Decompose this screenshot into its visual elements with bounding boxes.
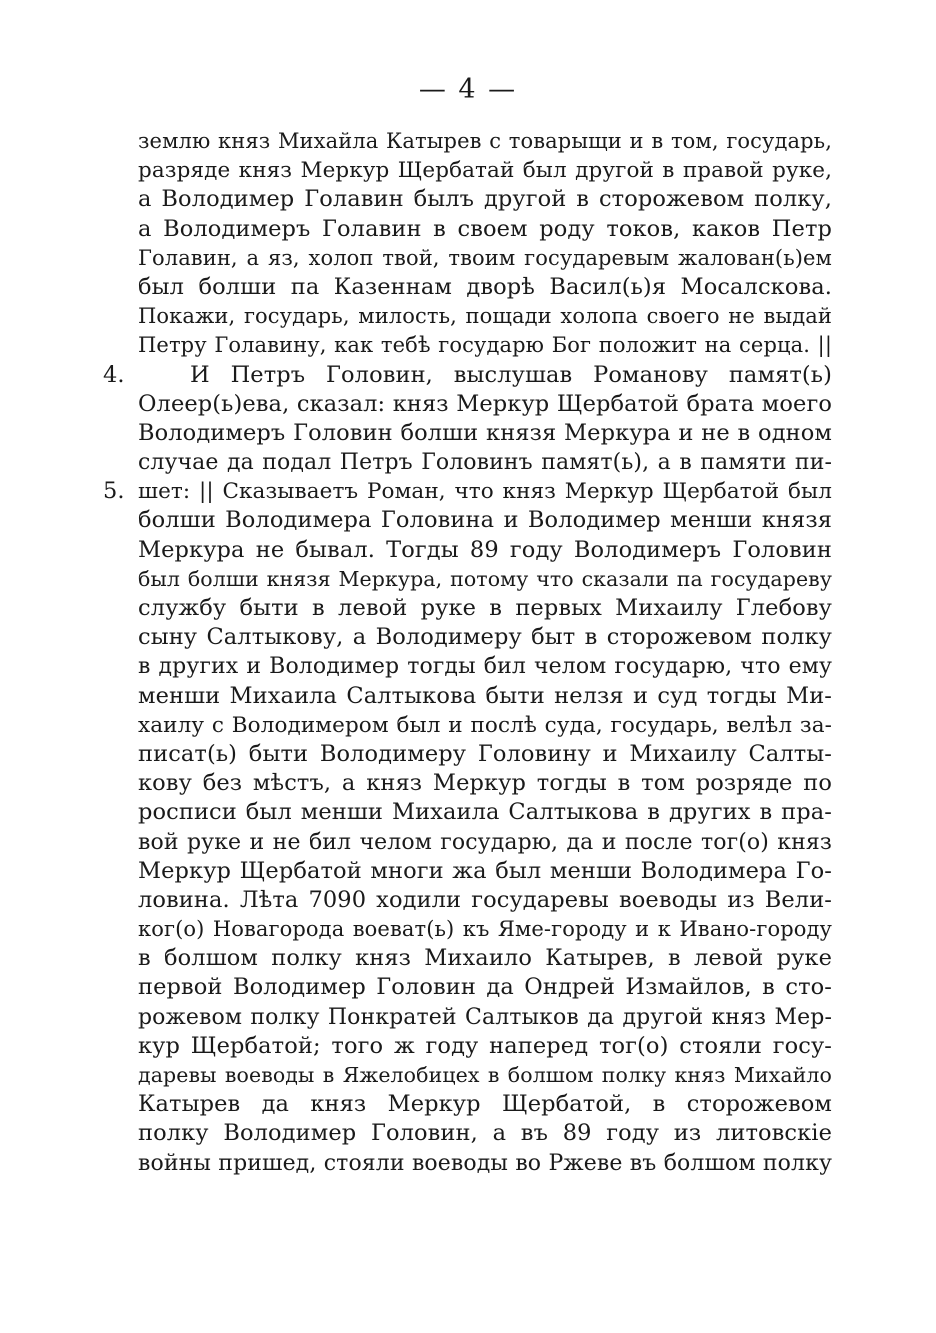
text-line: а Володимер Голавин былъ другой в сторожевом полку, xyxy=(138,186,832,213)
text-line: полку Володимер Головин, а въ 89 году из литовскіе xyxy=(138,1120,832,1147)
text-line: писат(ь) быти Володимеру Головину и Михаилу Салты- xyxy=(138,740,832,767)
text-line: разряде княз Меркур Щербатай был другой в правой руке, xyxy=(138,158,832,184)
text-line: Володимеръ Головин болши князя Меркура и не в одном xyxy=(138,419,832,446)
text-line: И Петръ Головин, выслушав Романову памят(ь) xyxy=(190,361,832,388)
text-line: менши Михаила Салтыкова быти нелзя и суд тогды Ми- xyxy=(138,682,832,709)
text-line: вой руке и не бил челом государю, да и после тог(о) княз xyxy=(138,829,832,855)
text-line: Меркур Щербатой многи жа был менши Володимера Го- xyxy=(138,857,832,884)
paragraph-number-4: 4. xyxy=(103,361,125,388)
text-line: кову без мѣстъ, а княз Меркур тогды в том розряде по xyxy=(138,770,832,797)
paragraph-number-5: 5. xyxy=(103,478,125,505)
text-line: войны пришед, стояли воеводы во Ржеве въ болшом полку xyxy=(138,1150,832,1176)
text-line: Олеер(ь)ева, сказал: княз Меркур Щербатой брата моего xyxy=(138,390,832,417)
text-line: шет: || Сказываетъ Роман, что княз Меркур Щербатой был xyxy=(138,479,832,505)
text-line: землю княз Михайла Катырев с товарыщи и в том, государь, xyxy=(138,129,832,153)
text-line: росписи был менши Михаила Салтыкова в других в пра- xyxy=(138,799,832,826)
text-line: Катырев да княз Меркур Щербатой, в сторожевом xyxy=(138,1091,832,1118)
text-line: в болшом полку княз Михаило Катырев, в левой руке xyxy=(138,945,832,972)
text-line: в других и Володимер тогды бил челом государю, что ему xyxy=(138,654,832,680)
text-line: Покажи, государь, милость, пощади холопа своего не выдай xyxy=(138,304,832,329)
text-line: сыну Салтыкову, а Володимеру быт в сторожевом полку xyxy=(138,624,832,651)
text-line: болши Володимера Головина и Володимер менши князя xyxy=(138,507,832,534)
text-line: случае да подал Петръ Головинъ памят(ь), а в памяти пи- xyxy=(138,450,832,476)
text-line: Меркура не бывал. Тогды 89 году Володимеръ Головин xyxy=(138,536,832,563)
text-line: а Володимеръ Голавин в своем роду токов, каков Петр xyxy=(138,215,832,242)
text-line: первой Володимер Головин да Ондрей Измайлов, в сто- xyxy=(138,974,832,1001)
text-line: кур Щербатой; того ж году наперед тог(о) стояли госу- xyxy=(138,1032,832,1059)
text-line: рожевом полку Понкратей Салтыков да другой княз Мер- xyxy=(138,1004,832,1030)
page-number: — 4 — xyxy=(418,74,518,105)
text-line: ког(о) Новагорода воеват(ь) къ Яме-городу и к Иванo-городу xyxy=(138,917,832,942)
text-line: Петру Голавину, как тебѣ государю Бог положит на серца. || xyxy=(138,333,832,358)
text-line: был болши па Казеннам дворѣ Васил(ь)я Мосалскова. xyxy=(138,273,832,300)
text-line: даревы воеводы в Яжелобицех в болшом полку княз Михайло xyxy=(138,1063,832,1087)
text-line: службу быти в левой руке в первых Михаилу Глебову xyxy=(138,595,832,621)
text-line: был болши князя Меркура, потому что сказали па государеву xyxy=(138,566,832,591)
text-line: хаилу с Володимером был и послѣ суда, государь, велѣл за- xyxy=(138,712,832,738)
body-text xyxy=(138,127,832,1178)
text-line: Голавин, а яз, холоп твой, твоим государевым жалован(ь)ем xyxy=(138,245,832,270)
text-line: ловина. Лѣта 7090 ходили государевы воеводы из Вели- xyxy=(138,886,832,913)
